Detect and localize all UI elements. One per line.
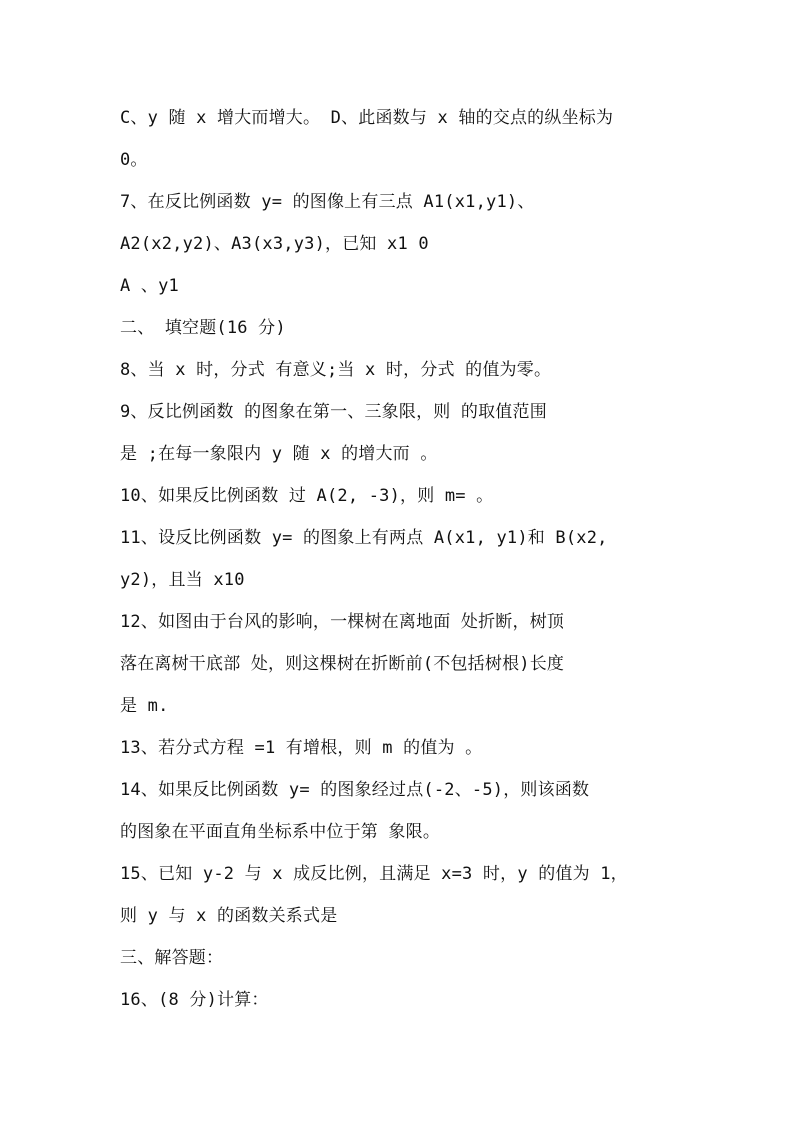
question-10: 10、如果反比例函数 过 A(2, -3)，则 m= 。 (120, 486, 494, 506)
question-14-line-2: 的图象在平面直角坐标系中位于第 象限。 (120, 822, 441, 842)
question-16: 16、(8 分)计算： (120, 990, 269, 1010)
question-15-line-1: 15、已知 y-2 与 x 成反比例，且满足 x=3 时，y 的值为 1， (120, 864, 628, 884)
question-7-line-3: A 、y1 (120, 276, 179, 296)
question-7-line-2: A2(x2,y2)、A3(x3,y3)，已知 x1 0 (120, 234, 429, 254)
question-12-line-3: 是 m. (120, 696, 169, 716)
question-9-line-1: 9、反比例函数 的图象在第一、三象限，则 的取值范围 (120, 402, 547, 422)
text-line-option-c-d: C、y 随 x 增大而增大。 D、此函数与 x 轴的交点的纵坐标为 (120, 108, 614, 128)
question-12-line-1: 12、如图由于台风的影响，一棵树在离地面 处折断，树顶 (120, 612, 565, 632)
question-15-line-2: 则 y 与 x 的函数关系式是 (120, 906, 338, 926)
question-13: 13、若分式方程 =1 有增根，则 m 的值为 。 (120, 738, 483, 758)
question-8: 8、当 x 时，分式 有意义;当 x 时，分式 的值为零。 (120, 360, 552, 380)
section-heading-solve: 三、解答题： (120, 948, 224, 968)
question-9-line-2: 是 ;在每一象限内 y 随 x 的增大而 。 (120, 444, 438, 464)
question-11-line-1: 11、设反比例函数 y= 的图象上有两点 A(x1, y1)和 B(x2, (120, 528, 608, 548)
section-heading-fill-blank: 二、 填空题(16 分) (120, 318, 286, 338)
question-12-line-2: 落在离树干底部 处，则这棵树在折断前(不包括树根)长度 (120, 654, 565, 674)
text-line-option-d-cont: 0。 (120, 150, 148, 170)
question-11-line-2: y2)，且当 x10 (120, 570, 245, 590)
question-14-line-1: 14、如果反比例函数 y= 的图象经过点(-2、-5)，则该函数 (120, 780, 590, 800)
question-7-line-1: 7、在反比例函数 y= 的图像上有三点 A1(x1,y1)、 (120, 192, 535, 212)
